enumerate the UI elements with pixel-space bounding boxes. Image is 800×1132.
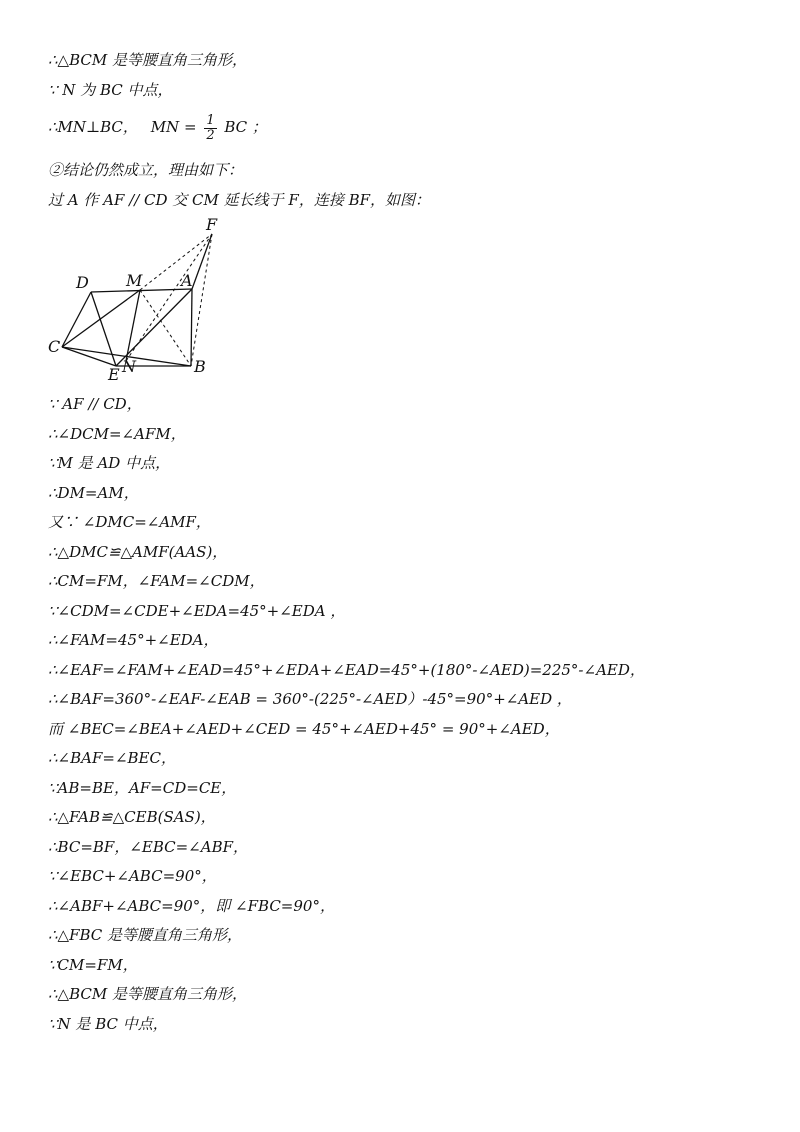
mn-lhs: MN = [150, 118, 197, 136]
label-a: A [181, 271, 193, 290]
segment-mb-dashed [140, 290, 191, 366]
label-m: M [126, 271, 143, 290]
proof-line-9: ∴∠FAM=45°+∠EDA， [48, 631, 219, 649]
segment-cd [62, 292, 91, 347]
proof-line-11: ∴∠BAF=360°-∠EAF-∠EAB = 360°-(225°-∠AED）-45°=90°+∠AED ， [48, 690, 572, 708]
proof-line-10: ∴∠EAF=∠FAM+∠EAD=45°+∠EDA+∠EAD=45°+(180°-∠AED)=225°-∠AED， [48, 661, 645, 679]
proof-line-14: ∵AB=BE，AF=CD=CE， [48, 779, 237, 797]
segment-ce [62, 347, 116, 366]
label-b: B [194, 357, 206, 376]
text-line-construction: 过 A 作 AF // CD 交 CM 延长线于 F，连接 BF，如图： [48, 191, 431, 209]
proof-line-16: ∴BC=BF，∠EBC=∠ABF， [48, 838, 249, 856]
segment-ab [191, 289, 192, 366]
geometry-figure [40, 214, 240, 384]
proof-line-15: ∴△FAB≌△CEB(SAS)， [48, 808, 216, 826]
label-c: C [48, 337, 61, 356]
label-f: F [206, 215, 218, 234]
proof-line-3: ∵M 是 AD 中点， [48, 454, 171, 472]
mn-prefix: ∴MN⊥BC， [48, 118, 138, 136]
fraction [204, 114, 216, 143]
proof-line-5: 又∵ ∠DMC=∠AMF， [48, 513, 211, 531]
text-line-1: ∴△BCM 是等腰直角三角形， [48, 51, 247, 69]
proof-line-8: ∵∠CDM=∠CDE+∠EDA=45°+∠EDA ， [48, 602, 346, 620]
label-d: D [76, 273, 89, 292]
proof-line-18: ∴∠ABF+∠ABC=90°，即 ∠FBC=90°， [48, 897, 335, 915]
mn-rhs: BC ； [224, 118, 267, 136]
fraction-denominator: 2 [206, 127, 215, 143]
proof-line-20: ∵CM=FM， [48, 956, 138, 974]
fraction-numerator: 1 [206, 112, 215, 128]
label-e: E [108, 365, 120, 384]
proof-line-17: ∵∠EBC+∠ABC=90°， [48, 867, 217, 885]
text-line-conclusion: ②结论仍然成立，理由如下： [48, 161, 244, 179]
proof-line-1: ∵ AF // CD， [48, 395, 142, 413]
proof-line-7: ∴CM=FM，∠FAM=∠CDM， [48, 572, 265, 590]
proof-line-21: ∴△BCM 是等腰直角三角形， [48, 985, 247, 1003]
text-line-mn [48, 112, 267, 143]
label-n: N [122, 357, 136, 376]
proof-line-2: ∴∠DCM=∠AFM， [48, 425, 186, 443]
proof-line-4: ∴DM=AM， [48, 484, 139, 502]
proof-line-22: ∵N 是 BC 中点， [48, 1015, 168, 1033]
proof-line-12: 而 ∠BEC=∠BEA+∠AED+∠CED = 45°+∠AED+45° = 90°+∠AED， [48, 720, 560, 738]
proof-line-13: ∴∠BAF=∠BEC， [48, 749, 176, 767]
text-line-2: ∵ N 为 BC 中点， [48, 81, 173, 99]
proof-line-19: ∴△FBC 是等腰直角三角形， [48, 926, 243, 944]
segment-fb-dashed [191, 234, 212, 366]
segment-cm [62, 290, 140, 347]
proof-line-6: ∴△DMC≌△AMF(AAS)， [48, 543, 228, 561]
